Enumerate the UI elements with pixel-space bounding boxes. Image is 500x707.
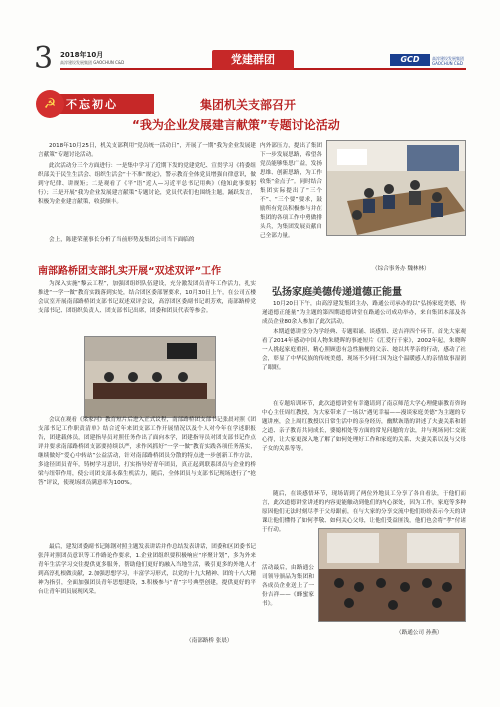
article3-credit: （路通公司 孙燕） xyxy=(396,630,443,636)
article3-paragraph: 在专题培训环节，此次道德讲堂有幸邀请到了南京师范大学心理健康教育咨询中心主任周红教授，为大家带来了一场以“遇见幸福——漫谈家庭美德”为主题的专题讲座，会上周红教授以日常生活中的亲身经历，幽默诙谐的讲述了夫妻关系和谐之道、亲子教育共同成长，婆媳相处等方面的常见问题的方法，并与现场同仁交流心得，让大家更深入地了解了如何处理好工作和家庭的关系、夫妻关系以及与父母子女的关系等等。 xyxy=(262,401,466,452)
article1-paragraph: 此次活动分三个方面进行：一是集中学习了近期下发的党建党纪、宣贯学习《将委组织部关于民生生活会、组织生活会“十不准”规定》，警示教育全体党员增强自律意识，做到守纪律、讲规矩；二是观看了《平“语”近人—习近平总书记用典》（他知此事要躬行）；三是开展“我为企业发展建言献策”专题讨论，党员代表们也围绕主题，踊跃发言，积极为企业建言献策，收获颇丰。 xyxy=(38,163,256,205)
column-banner xyxy=(36,94,160,116)
lecture-photo xyxy=(318,528,466,622)
section-title: 党建群团 xyxy=(212,50,294,70)
lecture-photo-image xyxy=(319,529,465,621)
article2-title: 南部路桥团支部扎实开展“双述双评”工作 xyxy=(38,266,222,277)
article3-title: 弘扬家庭美德传递道德正能量 xyxy=(272,287,402,298)
meeting-photo xyxy=(326,140,466,236)
header-subtitle: 高淳建设发展集团 GAOCHUN C&D xyxy=(60,60,125,65)
logo-caption: 高淳建设发展集团 GAOCHUN C&D xyxy=(432,56,464,66)
article1-credit: （综合事务办 魏林林） xyxy=(372,266,430,272)
tuan-meeting-photo-image xyxy=(85,337,215,417)
banner-text: 不忘初心 xyxy=(66,98,118,111)
article2-credit: （南部路桥 张晨） xyxy=(186,638,233,644)
article1-paragraph: 会上，陈建荣董事长分析了当前形势及集团公司当下面临的 xyxy=(49,237,195,243)
article1-title-line2: “我为企业发展建言献策”专题讨论活动 xyxy=(132,118,340,132)
article3-paragraph: 10月20日下午，由高淳建发集团主办，路通公司承办的以“弘扬家庭美德，传递道德正能量”为主题的第四期道德讲堂在路通公司成功举办，来自集团本部及各成员企业80余人参加了此次活动。 xyxy=(262,301,466,325)
article1-paragraph: 2018年10月25日，机关支部利用“党员统一活动日”，开展了一期“我为企业发展建言献策”专题讨论活动。 xyxy=(38,143,256,158)
article1-title-line1: 集团机关支部召开 xyxy=(200,98,297,112)
article2-paragraph: 最后，建发团委副书记陈钢对照主题发表讲话并作总结发表讲话，团委和区团委书记张萍对照团员意识等工作路论作要求，1.企业团组织要积极响应“序聚计划”，多为外来青年生活学习交往提供更多服务，帮助他们更好的融入当地生活，吸引更多的外地人才到高淳扎根做贡献，2.加强思想学习，丰富学习形式，以党的十九大精神、团的十八大精神为指引，全面加强团员青年思想建设，3.积极参与“青”字号典型创建，提供更好的平台让青年团员展现风采。 xyxy=(38,544,256,595)
party-emblem-icon: ☭ xyxy=(36,90,64,118)
article2-paragraph: 会议在观看《梁家河》教育短片后进入正式议程，南部路桥团支部书记张晨对照《团支部书记工作职责清单》结合近年来团支部工作开展情况以及个人对今年在学述职报告，团建载体员，团建指导员对照任务作出了面向本学，团建指导员对团支部书记作点评并要求南部路桥团支部要持续以严，求作风抓好“一学一做”教育实践各项任务落实，继续做好“爱心中转站”公益活动，针对南部路桥团员分散的特点进一步创新工作方法，多途径团员青年，铸树学习意识，打实指导好青年团员，真正起到联系团员与企业的桥梁与纽带作用，使公司团支部永葆生机活力，随后，全体团员与支部书记现场进行了“抢答”评议，使现场团员满意率为100%。 xyxy=(38,417,256,486)
article3-paragraph: 随后，在谈感悟环节，现场请到了两位外地员工分享了各自看法，于他们而言，此次道德讲堂讲述的内容更能触动到他们的内心深处，因为工作，家庭等多种原因他们无法时刻尽孝于父母跟前，在与大家的分享交流中他们纷纷表示今天的讲课让他们懂得了如何孝敬、如何关心父母，让他们受益匪浅，他们也会将“孝”付诸于行动。 xyxy=(262,491,466,533)
article2-paragraph: 为深入实施“黎云工程”，加强团组织队伍建设，充分激发团员青年工作活力，扎实推进“一学一做”教育实践落到实处，结合团区委部署要求，10月30日上午，在公司五楼会议室开展南部路桥团支部书记双述双评会议，高淳团区委副书记胡芳欢，南部路桥党支部书记、团组织负责人、团支部书记出席，团委和团员代表等参会。 xyxy=(38,281,256,314)
article3-paragraph: 本期道德讲堂分为学经典、专题唱诵、谈感悟、送吉祥四个环节。首先大家观看了2014年感动中国人物朱晓晖的事迹短片《汇爱行千家》，2002年起，朱晓晖一人挑起家庭重担，精心照顾患有急性脑梗的父亲、她以其孝亲的行动，感动了社会，彰显了中华民族的传统美德，现场不少同仁因为这个温暖感人的亲情故事湿润了眼眶。 xyxy=(262,329,466,371)
gcd-logo: GCD xyxy=(390,54,430,66)
meeting-photo-image xyxy=(327,141,465,235)
page-number: 3 xyxy=(34,41,54,76)
article1-side-text: 内外部压力，提出了集团下一步发展思路，希望各党员能够集思广益，发扬思维、创新思路，为工作收集“金点子”。同时结合集团实际提出了“三个不”、“三个要”要求，鼓励所有党员积极参与并在集团的各项工作中勇做排头兵，为集团发展贡献自己全部力量。 xyxy=(260,143,322,239)
issue-date: 2018年10月 xyxy=(60,51,104,59)
article3-paragraph: 活动最后，由路通公司领导颁品为集团和各成员企业送上了一份吉祥——《蜂蜜家书》。 xyxy=(262,565,314,607)
tuan-meeting-photo xyxy=(84,336,216,418)
